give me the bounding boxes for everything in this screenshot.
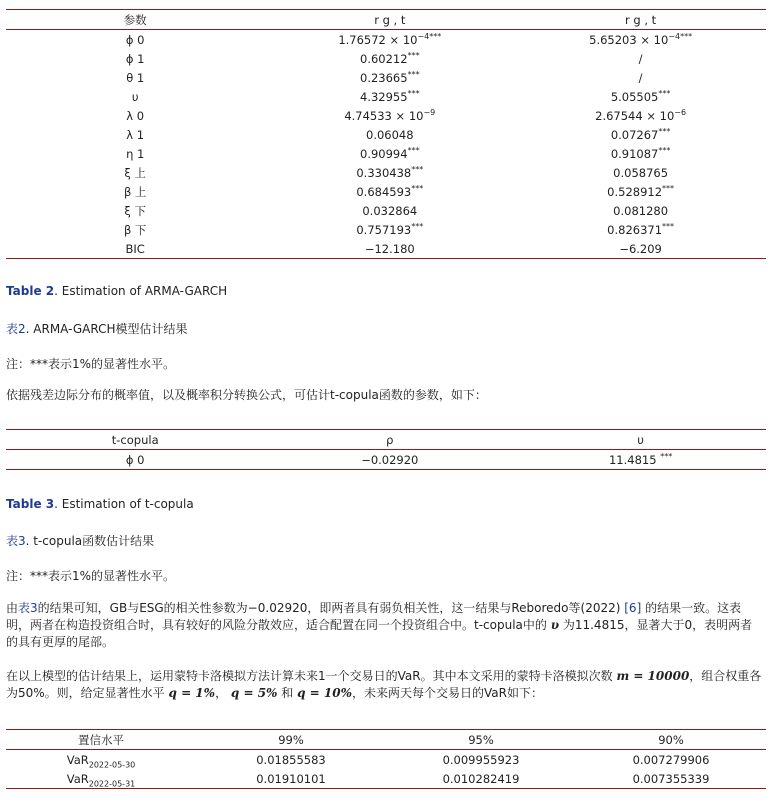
- header-90: 90%: [658, 732, 684, 747]
- significance-mark: ***: [658, 145, 671, 155]
- value-cell: [264, 201, 515, 220]
- header-nu: υ: [637, 432, 644, 447]
- table3-title: . Estimation of t-copula: [54, 497, 194, 511]
- value: 0.60212: [360, 51, 408, 66]
- value-cell: [515, 201, 766, 220]
- var-table-container: [6, 729, 766, 789]
- table3-note: 注：***表示1%的显著性水平。: [6, 569, 176, 583]
- significance-mark: ***: [407, 50, 420, 60]
- value: 0.23665: [360, 70, 408, 85]
- param-cell: ξ 上: [124, 165, 146, 180]
- monte-carlo-paragraph: [6, 668, 763, 702]
- significance-mark: ***: [407, 88, 420, 98]
- value-cell: 0.007355339: [632, 771, 710, 786]
- value-cell: [515, 182, 766, 201]
- value-cell: 0.007279906: [632, 752, 710, 767]
- value-cell: [515, 68, 766, 87]
- value-cell: [515, 144, 766, 163]
- para-part1: 的结果可知，GB与ESG的相关性参数为−0.02920，即两者具有弱负相关性，这一结果与Reboredo等(2022): [37, 601, 625, 615]
- value-cell: [264, 87, 515, 106]
- var-label-cell: [6, 769, 196, 789]
- value-cell: 0.01855583: [256, 752, 326, 767]
- value-cell: [264, 106, 515, 125]
- table-row: [6, 163, 766, 182]
- mc-sep1: ，: [215, 686, 231, 700]
- var-table-body: [6, 750, 766, 789]
- table-header-row: [6, 10, 766, 30]
- nu-value: 11.4815: [608, 452, 657, 467]
- value-cell: [264, 239, 515, 259]
- significance-mark: ***: [407, 69, 420, 79]
- value-cell: [264, 30, 515, 50]
- param-cell: λ 1: [126, 127, 145, 142]
- var-table: [6, 729, 766, 789]
- table-row: [6, 30, 766, 50]
- q3-expression: q = 10%: [297, 686, 352, 700]
- value-cell: 0.010282419: [442, 771, 520, 786]
- value-cell: [515, 163, 766, 182]
- value-cell: [515, 239, 766, 259]
- value: 0.90994: [360, 146, 408, 161]
- value-cell: [264, 144, 515, 163]
- value-cell: [515, 30, 766, 50]
- header-95: 95%: [468, 732, 494, 747]
- value-cell: 0.01910101: [256, 771, 326, 786]
- value: 0.032864: [362, 203, 418, 218]
- arma-garch-table-container: [6, 9, 766, 259]
- header-confidence: 置信水平: [78, 732, 124, 747]
- significance-mark: ***: [658, 126, 671, 136]
- var-label: VaR: [66, 771, 89, 786]
- table3-label: Table 3: [6, 497, 55, 511]
- param-cell: β 下: [123, 222, 147, 237]
- value-cell: [515, 87, 766, 106]
- table2-label: Table 2: [6, 284, 55, 298]
- table2-note: 注：***表示1%的显著性水平。: [6, 357, 176, 371]
- nu-cell: [515, 450, 766, 470]
- nu-symbol: υ: [550, 618, 560, 632]
- table-row: [6, 201, 766, 220]
- var-label: VaR: [66, 752, 89, 767]
- param-cell: ϕ 1: [125, 51, 145, 66]
- table3-link[interactable]: 表3: [18, 601, 38, 615]
- para-part3: 为11.4815，显著大于0，表明两者的具有更厚的尾部。: [6, 618, 753, 649]
- significance-mark: ***: [662, 221, 675, 231]
- value-cell: [515, 220, 766, 239]
- t-copula-table-container: [6, 429, 766, 470]
- mc-sep2: 和: [277, 686, 298, 700]
- significance-mark: ***: [411, 183, 424, 193]
- para-prefix: 由: [6, 601, 19, 615]
- param-cell: β 上: [123, 184, 147, 199]
- table-row: [6, 220, 766, 239]
- header-rho: ρ: [386, 432, 394, 447]
- table3-cn-label: 表3: [6, 534, 26, 548]
- rho-cell: −0.02920: [361, 452, 419, 467]
- param-cell: λ 0: [126, 108, 145, 123]
- table2-caption-cn: [6, 320, 188, 337]
- value: 5.65203 × 10: [589, 32, 669, 47]
- table-row: [6, 106, 766, 125]
- table3-caption-cn: [6, 532, 154, 549]
- table-row: [6, 239, 766, 259]
- table2-cn-label: 表2: [6, 322, 26, 336]
- value-cell: [264, 125, 515, 144]
- table2-caption-en: [6, 284, 227, 298]
- value: 1.76572 × 10: [338, 32, 418, 47]
- value-cell: [515, 106, 766, 125]
- significance-mark: ***: [411, 164, 424, 174]
- header-param: 参数: [123, 12, 147, 27]
- value: 4.32955: [360, 89, 408, 104]
- value: −6.209: [619, 241, 662, 256]
- table2-cn-title: . ARMA-GARCH模型估计结果: [25, 322, 188, 336]
- table-row: [6, 125, 766, 144]
- citation-link[interactable]: [6]: [624, 601, 642, 615]
- value-cell: [515, 125, 766, 144]
- var-date: 2022-05-31: [88, 778, 136, 788]
- value: 5.05505: [610, 89, 659, 104]
- para-part2: 的结果一致。这表明，两者在构造投资组合时，具有较好的风险分散效应，适合配置在同一个投资组合中。t-copula中的: [6, 601, 742, 632]
- mc-part2: ，组合权重各为50%。则，给定显著性水平: [6, 669, 762, 700]
- table-row: [6, 182, 766, 201]
- table-header-row: [6, 430, 766, 450]
- mc-part1: 在以上模型的估计结果上，运用蒙特卡洛模拟方法计算未来1一个交易日的VaR。其中本文采用的蒙特卡洛模拟次数: [6, 669, 617, 683]
- table-row: [6, 144, 766, 163]
- value-cell: [264, 68, 515, 87]
- t-copula-table: [6, 429, 766, 470]
- value: 0.826371: [607, 222, 663, 237]
- table-row: [6, 49, 766, 68]
- header-col1: r g , t: [374, 12, 406, 27]
- header-tcopula: t-copula: [111, 432, 159, 447]
- header-col2: r g , t: [625, 12, 657, 27]
- arma-garch-table-body: [6, 30, 766, 259]
- table-row: [6, 450, 766, 470]
- exponent: −9: [423, 107, 436, 117]
- value-cell: [515, 49, 766, 68]
- param-cell: θ 1: [126, 70, 145, 85]
- significance-mark: ***: [680, 31, 693, 41]
- significance-mark: ***: [429, 31, 442, 41]
- value: 0.06048: [366, 127, 414, 142]
- value: 0.081280: [613, 203, 669, 218]
- value: 0.07267: [610, 127, 659, 142]
- value: 4.74533 × 10: [344, 108, 424, 123]
- param-cell: ϕ 0: [125, 452, 145, 467]
- significance-mark: ***: [411, 221, 424, 231]
- q2-expression: q = 5%: [230, 686, 278, 700]
- param-cell: ϕ 0: [125, 32, 145, 47]
- param-cell: ξ 下: [124, 203, 146, 218]
- exponent: −4: [417, 31, 430, 41]
- param-cell: BIC: [125, 241, 145, 256]
- significance-mark: ***: [662, 183, 675, 193]
- results-paragraph: [6, 600, 763, 651]
- table3-cn-title: . t-copula函数估计结果: [25, 534, 155, 548]
- value: /: [638, 51, 643, 66]
- value-cell: [264, 163, 515, 182]
- value: 0.684593: [356, 184, 412, 199]
- table-row: [6, 87, 766, 106]
- var-label-cell: [6, 750, 196, 770]
- intro-paragraph: 依据残差边际分布的概率值，以及概率积分转换公式，可估计t-copula函数的参数，如下：: [6, 388, 487, 402]
- value: 0.058765: [613, 165, 669, 180]
- param-cell: η 1: [126, 146, 145, 161]
- param-cell: υ: [131, 89, 139, 104]
- table-row: [6, 68, 766, 87]
- arma-garch-table: [6, 9, 766, 259]
- table-row: [6, 750, 766, 770]
- value: /: [638, 70, 643, 85]
- table3-caption-en: [6, 497, 194, 511]
- var-date: 2022-05-30: [88, 759, 136, 769]
- table-header-row: [6, 730, 766, 750]
- exponent: −4: [668, 31, 681, 41]
- value: 0.330438: [356, 165, 412, 180]
- value: 0.91087: [610, 146, 659, 161]
- value: −12.180: [364, 241, 415, 256]
- m-expression: m = 10000: [616, 669, 690, 683]
- significance-mark: ***: [660, 451, 673, 461]
- value-cell: [264, 220, 515, 239]
- value: 2.67544 × 10: [595, 108, 675, 123]
- value-cell: [264, 49, 515, 68]
- value-cell: [264, 182, 515, 201]
- value-cell: 0.009955923: [442, 752, 520, 767]
- value: 0.528912: [607, 184, 663, 199]
- header-99: 99%: [278, 732, 304, 747]
- mc-part3: ，未来两天每个交易日的VaR如下：: [352, 686, 543, 700]
- significance-mark: ***: [658, 88, 671, 98]
- value: 0.757193: [356, 222, 412, 237]
- table2-title: . Estimation of ARMA-GARCH: [54, 284, 228, 298]
- exponent: −6: [674, 107, 687, 117]
- table-row: [6, 769, 766, 789]
- q1-expression: q = 1%: [168, 686, 216, 700]
- significance-mark: ***: [407, 145, 420, 155]
